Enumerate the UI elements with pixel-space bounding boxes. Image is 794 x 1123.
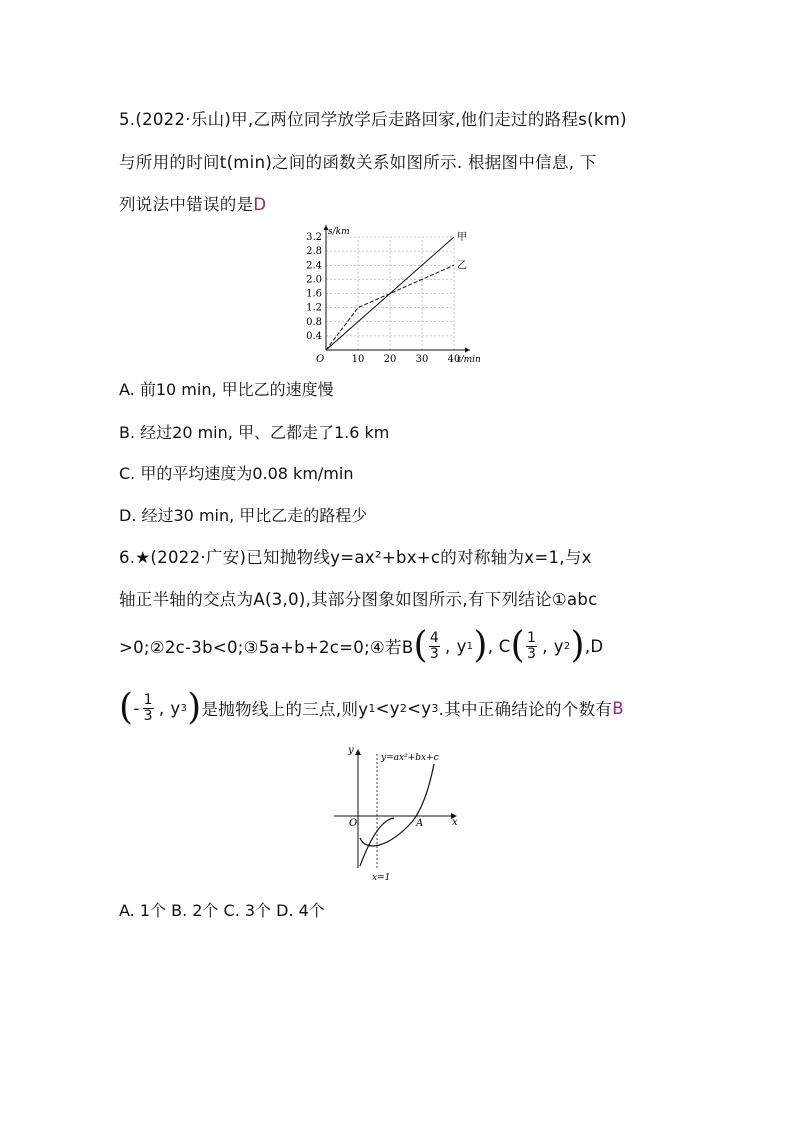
point-a-label: A xyxy=(416,818,424,829)
y-b-sup: 1 xyxy=(466,640,474,652)
origin-label: O xyxy=(316,354,325,362)
fraction-d xyxy=(143,693,154,723)
y-tick-label: 2.8 xyxy=(306,246,322,258)
q5-option-d: D. 经过30 min, 甲比乙走的路程少 xyxy=(119,506,368,525)
q5-line-1: 5.(2022·乐山)甲,乙两位同学放学后走路回家,他们走过的路程s(km) xyxy=(119,110,627,129)
mid-d: ,D xyxy=(584,636,604,656)
y-tick-label: 2.4 xyxy=(306,260,322,272)
fraction-d-sign: - xyxy=(133,698,140,718)
q5-option-b: B. 经过20 min, 甲、乙都走了1.6 km xyxy=(119,423,390,442)
x-tick-label: 10 xyxy=(351,354,365,362)
coord-sep: , xyxy=(158,698,165,718)
q5-option-a: A. 前10 min, 甲比乙的速度慢 xyxy=(119,380,334,399)
y-tick-label: 1.2 xyxy=(306,302,322,314)
y-tick-label: 3.2 xyxy=(306,232,322,243)
x-tick-label: 30 xyxy=(415,354,429,362)
q5-option-c: C. 甲的平均速度为0.08 km/min xyxy=(119,464,354,483)
y-tick-label: 1.6 xyxy=(306,288,322,300)
y-axis-title: s/km xyxy=(328,227,350,237)
y-axis-label: y xyxy=(348,745,354,756)
sub-1: 1 xyxy=(368,701,376,715)
q6-parabola-graph xyxy=(330,742,470,882)
y-tick-label: 2.0 xyxy=(306,274,322,286)
fraction-d-den: 3 xyxy=(143,707,153,724)
y-c: y xyxy=(553,636,564,656)
paren-open: ( xyxy=(413,625,428,666)
coord-sep: , xyxy=(445,636,451,656)
coord-sep: , xyxy=(542,636,548,656)
y-b: y xyxy=(456,636,467,656)
q5-line-3-text: 列说法中错误的是 xyxy=(119,195,254,214)
q5-line-2: 与所用的时间t(min)之间的函数关系如图所示. 根据图中信息, 下 xyxy=(119,153,597,172)
q6-line-4-end: .其中正确结论的个数有 xyxy=(438,700,613,719)
fraction-b xyxy=(429,631,440,661)
fraction-c xyxy=(526,631,537,661)
q6-line-3-text: >0;②2c-3b<0;③5a+b+2c=0;④若B xyxy=(119,638,414,657)
x-tick-label: 40 xyxy=(447,354,461,362)
y-tick-label: 0.8 xyxy=(306,316,322,328)
q6-line-1: 6.★(2022·广安)已知抛物线y=ax²+bx+c的对称轴为x=1,与x xyxy=(119,548,592,567)
origin-label: O xyxy=(349,818,358,829)
paren-open: ( xyxy=(510,625,525,666)
x-axis-label: x xyxy=(452,817,458,828)
y-tick-label: 0.4 xyxy=(306,330,322,342)
y-c-sup: 2 xyxy=(563,640,571,652)
graph-eq-label: y=ax²+bx+c xyxy=(381,753,439,763)
parabola-curve-right xyxy=(360,764,434,846)
paren-close: ) xyxy=(473,625,488,666)
q6-line-2: 轴正半轴的交点为A(3,0),其部分图象如图所示,有下列结论①abc xyxy=(119,590,598,609)
paren-close: ) xyxy=(187,687,202,728)
q5-distance-time-chart xyxy=(298,222,498,362)
chart-labels xyxy=(306,227,481,362)
fraction-b-den: 3 xyxy=(429,645,440,662)
x-axis-arrow xyxy=(465,348,470,353)
lt-2: <y xyxy=(407,698,432,718)
q6-line-4-text: 是抛物线上的三点,则y xyxy=(201,700,369,719)
y-d-sup: 3 xyxy=(180,702,188,714)
q5-line-3 xyxy=(119,191,266,215)
fraction-b-num: 4 xyxy=(429,629,440,646)
series-label: 乙 xyxy=(457,260,467,272)
paren-open: ( xyxy=(119,687,134,728)
fraction-c-den: 3 xyxy=(526,645,537,662)
lt-1: <y xyxy=(375,698,400,718)
q6-line-4 xyxy=(119,680,624,736)
q5-answer: D xyxy=(253,195,267,214)
fraction-d-num: 1 xyxy=(143,691,153,708)
fraction-c-num: 1 xyxy=(526,629,537,646)
series-label: 甲 xyxy=(457,232,467,243)
x-tick-label: 20 xyxy=(383,354,397,362)
q6-line-3 xyxy=(119,618,603,674)
sub-2: 2 xyxy=(399,701,408,715)
q6-answer: B xyxy=(612,698,624,718)
q6-options: A. 1个 B. 2个 C. 3个 D. 4个 xyxy=(119,901,325,920)
sub-3: 3 xyxy=(431,701,439,715)
mid-c: , C xyxy=(487,636,511,656)
paren-close: ) xyxy=(570,625,585,666)
symmetry-axis-label: x=1 xyxy=(372,873,391,882)
x-axis-title: t/min xyxy=(457,355,481,362)
y-d: y xyxy=(170,698,181,718)
